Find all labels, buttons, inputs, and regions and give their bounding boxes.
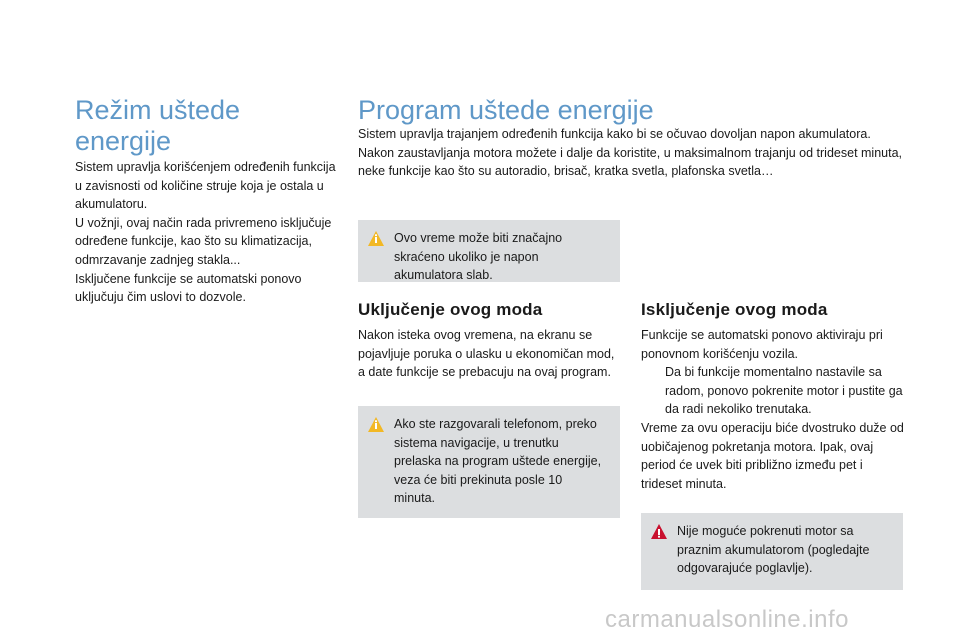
section-text-off	[641, 326, 906, 493]
section-paragraph: Funkcije se automatski ponovo aktiviraju pri ponovnom korišćenju vozila.	[641, 328, 883, 361]
sidebar-paragraph: Sistem upravlja korišćenjem određenih funkcija u zavisnosti od količine struje koja je ostala u akumulatoru.	[75, 160, 336, 212]
sidebar-title-line2: energije	[75, 126, 172, 156]
sidebar-title-line1: Režim uštede	[75, 95, 241, 125]
watermark: carmanualsonline.info	[605, 606, 849, 633]
info-icon	[367, 230, 385, 248]
sidebar-paragraph: U vožnji, ovaj način rada privremeno isključuje određene funkcije, kao što su klimatizacija, odmrzavanje zadnjeg stakla...	[75, 215, 332, 267]
sidebar-paragraph: Isključene funkcije se automatski ponovo uključuju čim uslovi to dozvole.	[75, 271, 302, 305]
info-icon	[367, 416, 385, 434]
intro-text	[358, 125, 908, 181]
warning-icon	[650, 523, 668, 541]
sidebar-title	[75, 95, 335, 157]
page-title: Program uštede energije	[358, 95, 654, 125]
warning-note	[641, 513, 903, 590]
sidebar-text	[75, 158, 345, 307]
intro-paragraph: Sistem upravlja trajanjem određenih funkcija kako bi se očuvao dovoljan napon akumulatora.	[358, 127, 871, 141]
info-note-battery	[358, 220, 620, 282]
section-heading-off: Isključenje ovog moda	[641, 300, 828, 319]
info-note-text: Ovo vreme može biti značajno skraćeno ukoliko je napon akumulatora slab.	[394, 231, 563, 283]
warning-note-text: Nije moguće pokrenuti motor sa praznim akumulatorom (pogledajte odgovarajuće poglavlje).	[677, 524, 870, 576]
section-heading-on: Uključenje ovog moda	[358, 300, 543, 319]
section-paragraph: Vreme za ovu operaciju biće dvostruko duže od uobičajenog pokretanja motora. Ipak, ovaj period će uvek biti približno između pet i trideset minuta.	[641, 420, 904, 491]
bullet-item	[641, 363, 906, 419]
section-paragraph: Nakon isteka ovog vremena, na ekranu se pojavljuje poruka o ulasku u ekonomičan mod, a date funkcije se prebacuju na ovaj program.	[358, 328, 615, 380]
intro-paragraph: Nakon zaustavljanja motora možete i dalje da koristite, u maksimalnom trajanju od trideset minuta, neke funkcije kao što su autoradio, brisač, kratka svetla, plafonska svetla…	[358, 145, 903, 179]
section-text-on	[358, 326, 620, 382]
info-note-phone	[358, 406, 620, 518]
info-note-text: Ako ste razgovarali telefonom, preko sistema navigacije, u trenutku prelaska na program uštede energije, veza će biti prekinuta posle 10 minuta.	[394, 417, 602, 506]
bullet-text: Da bi funkcije momentalno nastavile sa radom, ponovo pokrenite motor i pustite ga da radi nekoliko trenutaka.	[665, 365, 903, 417]
